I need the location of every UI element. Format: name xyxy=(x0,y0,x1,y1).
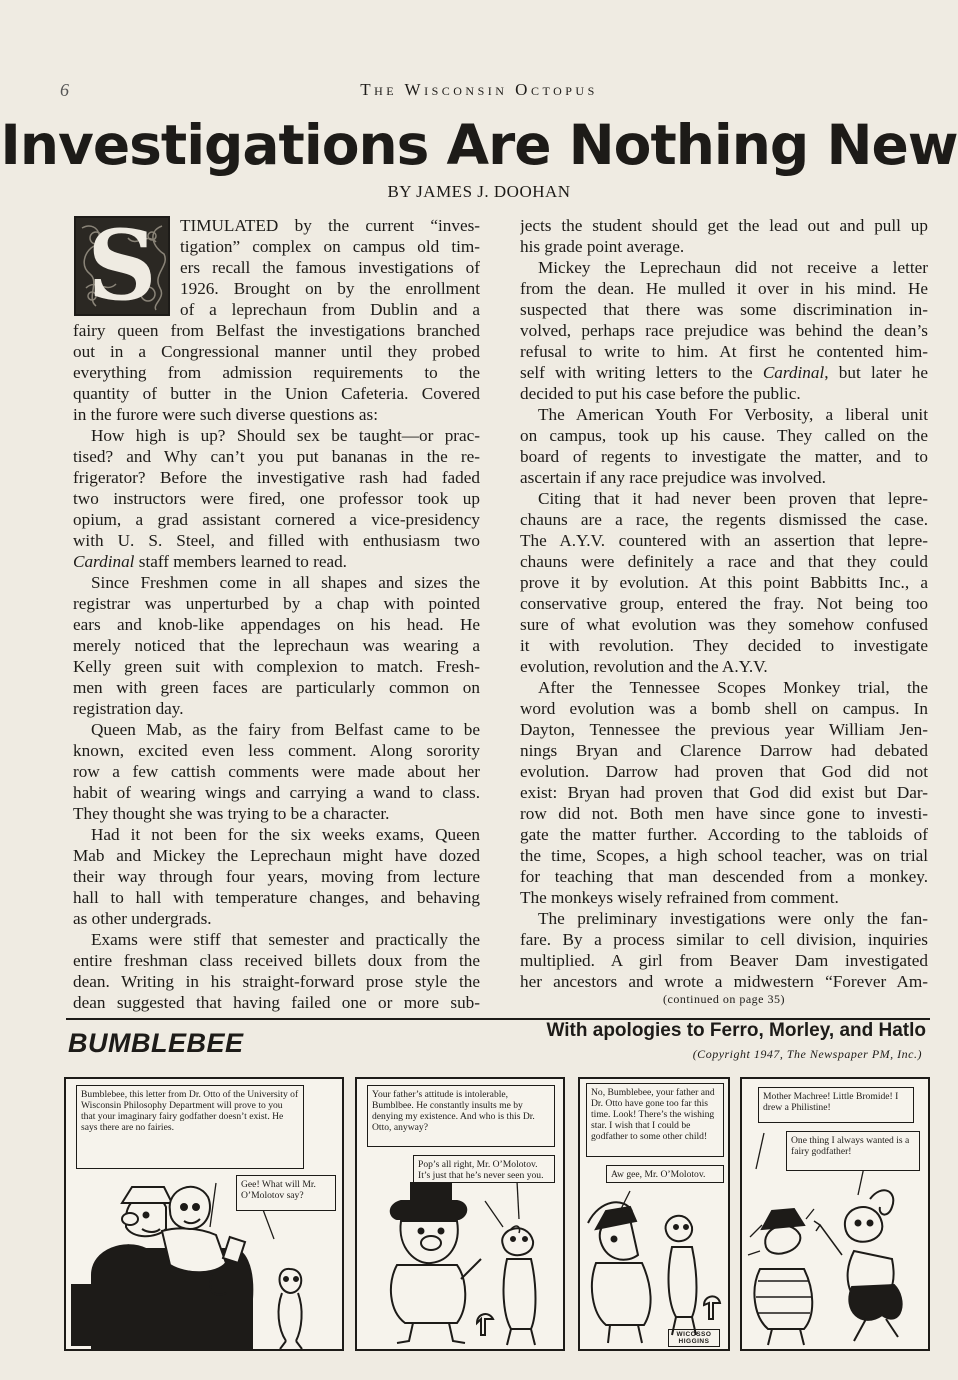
text-line: The American Youth For Verbosity, a liberal unit xyxy=(538,405,928,424)
text-line: decided to put his case before the public. xyxy=(520,384,801,403)
text-line: in the furore were such diverse questions as: xyxy=(73,405,378,424)
text-line: it with revolution. They decided to investigate xyxy=(520,636,928,655)
text-line: After the Tennessee Scopes Monkey trial, the xyxy=(538,678,928,697)
speech-bubble: Aw gee, Mr. O’Molotov. xyxy=(606,1165,724,1183)
text-line: How high is up? Should sex be taught—or prac- xyxy=(91,426,480,445)
column-1 xyxy=(73,320,480,1013)
text-line: Mickey the Leprechaun did not receive a letter xyxy=(538,258,928,277)
text-line: two instructors were fired, one professor took up xyxy=(73,489,480,508)
comic-credit: With apologies to Ferro, Morley, and Hatlo xyxy=(546,1020,926,1041)
text-line: for teaching that man descended from a monkey. xyxy=(520,867,928,886)
text-line: of a leprechaun from Dublin and a xyxy=(180,300,480,319)
text-line: conservative group, entered the fray. Not being too xyxy=(520,594,928,613)
speech-bubble: Mother Machree! Little Bromide! I drew a Philistine! xyxy=(758,1087,914,1123)
text-line: volved, perhaps race prejudice was behind the dean’s xyxy=(520,321,928,340)
text-line: fare. By a process similar to cell division, inquiries xyxy=(520,930,928,949)
byline: BY JAMES J. DOOHAN xyxy=(387,182,571,201)
column-2 xyxy=(520,215,928,992)
comic-title: BUMBLEBEE xyxy=(68,1028,244,1058)
text-line: nings Bryan and Clarence Darrow had debated xyxy=(520,741,928,760)
text-line: merely noticed that the leprechaun was wearing a xyxy=(73,636,480,655)
comic-panel-4 xyxy=(740,1077,930,1351)
continued-note: (continued on page 35) xyxy=(663,992,785,1006)
text-line: gate the matter further. According to the tabloids of xyxy=(520,825,928,844)
text-line: prove it by evolution. At this point Babbitts Inc., a xyxy=(520,573,928,592)
text-line: men with green faces are particularly common on xyxy=(73,678,480,697)
text-line: dean. Writing in his straight-forward prose style the xyxy=(73,972,480,991)
text-line: their way through four years, moving from lecture xyxy=(73,867,480,886)
text-line: dean suggested that having failed one or more sub- xyxy=(73,993,480,1012)
text-line: on campus, took up his cause. They called on the xyxy=(520,426,928,445)
text-line: Dayton, Tennessee the previous year William Jen- xyxy=(520,720,928,739)
speech-bubble: Gee! What will Mr. O’Molotov say? xyxy=(236,1175,336,1211)
text-line: suspected that there was some discrimination in- xyxy=(520,300,928,319)
text-line: as other undergrads. xyxy=(73,909,212,928)
dropcap-letter: S xyxy=(87,216,157,316)
text-line: They thought she was trying to be a character. xyxy=(73,804,390,823)
text-line: refusal to write to him. At first he contented him- xyxy=(520,342,928,361)
text-line: known, excited even less comment. Along sorority xyxy=(73,741,480,760)
text-line: word evolution was a bomb shell on campus. In xyxy=(520,699,928,718)
text-line: fairy queen from Belfast the investigations branched xyxy=(73,321,480,340)
text-line: his grade point average. xyxy=(520,237,685,256)
ornamental-dropcap xyxy=(74,216,170,316)
text-line: self with writing letters to the Cardinal, but later he xyxy=(520,363,928,382)
text-line: chauns were definitely a race and that they could xyxy=(520,552,928,571)
text-line: her ancestors and wrote a midwestern “Forever Am- xyxy=(520,972,928,991)
text-line: Queen Mab, as the fairy from Belfast came to be xyxy=(91,720,480,739)
text-line: chauns are a race, the regents dismissed the case. xyxy=(520,510,928,529)
speech-bubble: Pop’s all right, Mr. O’Molotov. It’s just that he’s never seen you. xyxy=(413,1155,555,1183)
headline: Investigations Are Nothing New xyxy=(0,113,958,177)
text-line: registrar was unperturbed by a chap with pointed xyxy=(73,594,480,613)
text-line: TIMULATED by the current “inves- xyxy=(180,216,480,235)
text-line: entire freshman class received billets doux from the xyxy=(73,951,480,970)
comic-panel-3 xyxy=(578,1077,730,1351)
speech-bubble: Your father’s attitude is intolerable, Bumblbee. He constantly insults me by denying my existence. And who is this Dr. Otto, anyway? xyxy=(367,1085,555,1147)
text-line: Kelly green suit with complexion to match. Fresh- xyxy=(73,657,480,676)
text-line: multiplied. A girl from Beaver Dam investigated xyxy=(520,951,928,970)
text-line: The monkeys wisely refrained from comment. xyxy=(520,888,839,907)
text-line: with U. S. Steel, and filled with enthusiasm two xyxy=(73,531,480,550)
text-line: row did not. Both men have since gone to investi- xyxy=(520,804,928,823)
text-line: Exams were stiff that semester and practically the xyxy=(91,930,480,949)
artist-signature: WICOSSO HIGGINS xyxy=(668,1329,720,1347)
text-line: 1926. Brought on by the enrollment xyxy=(180,279,480,298)
comic-panel-1 xyxy=(64,1077,344,1351)
text-line: tigation” complex on campus old tim- xyxy=(180,237,480,256)
column-1-beside-dropcap xyxy=(180,215,480,320)
speech-bubble: Bumblebee, this letter from Dr. Otto of the University of Wisconsin Philosophy Department will prove to you that your imaginary fairy godfather doesn’t exist. He says there are no fairies. xyxy=(76,1085,304,1169)
text-line: sure of what evolution was they somehow confused xyxy=(520,615,928,634)
text-line: quantity of butter in the Union Cafeteria. Covered xyxy=(73,384,480,403)
text-line: Had it not been for the six weeks exams, Queen xyxy=(91,825,480,844)
text-line: opium, a grad assistant cornered a vice-presidency xyxy=(73,510,480,529)
text-line: Cardinal staff members learned to read. xyxy=(73,552,347,571)
text-line: the time, Scopes, a high school teacher, was on trial xyxy=(520,846,928,865)
text-line: Citing that it had never been proven that lepre- xyxy=(538,489,928,508)
comic-panel-2 xyxy=(355,1077,565,1351)
text-line: registration day. xyxy=(73,699,184,718)
text-line: board of regents to investigate the matter, and to xyxy=(520,447,928,466)
text-line: jects the student should get the lead out and pull up xyxy=(520,216,928,235)
text-line: Since Freshmen come in all shapes and sizes the xyxy=(91,573,480,592)
text-line: evolution, revolution and the A.Y.V. xyxy=(520,657,768,676)
text-line: habit of wearing wings and carrying a wand to class. xyxy=(73,783,480,802)
speech-bubble: No, Bumblebee, your father and Dr. Otto have gone too far this time. Look! There’s the wishing star. I wish that I could be godfather to some other child! xyxy=(586,1083,724,1157)
comic-copyright: (Copyright 1947, The Newspaper PM, Inc.) xyxy=(692,1047,922,1061)
text-line: hall to hall with temperature changes, and behaving xyxy=(73,888,480,907)
running-head: The Wisconsin Octopus xyxy=(360,80,598,99)
text-line: tised? and Why can’t you put bananas in the re- xyxy=(73,447,480,466)
text-line: ers recall the famous investigations of xyxy=(180,258,480,277)
text-line: The preliminary investigations were only the fan- xyxy=(538,909,928,928)
text-line: ears and knob-like appendages on his head. He xyxy=(73,615,480,634)
text-line: everything from admission requirements to the xyxy=(73,363,480,382)
speech-bubble: One thing I always wanted is a fairy godfather! xyxy=(786,1131,920,1171)
text-line: exist: Bryan had proven that God did exist but Dar- xyxy=(520,783,928,802)
text-line: from the dean. He mulled it over in his mind. He xyxy=(520,279,928,298)
text-line: ascertain if any race prejudice was involved. xyxy=(520,468,826,487)
text-line: evolution. Darrow had proven that God did not xyxy=(520,762,928,781)
text-line: Mab and Mickey the Leprechaun might have dozed xyxy=(73,846,480,865)
text-line: row a few cattish comments were made about her xyxy=(73,762,480,781)
text-line: frigerator? Before the investigative rash had faded xyxy=(73,468,480,487)
text-line: out in a Congressional manner until they probed xyxy=(73,342,480,361)
text-line: The A.Y.V. countered with an assertion that lepre- xyxy=(520,531,928,550)
page-number: 6 xyxy=(60,80,69,100)
